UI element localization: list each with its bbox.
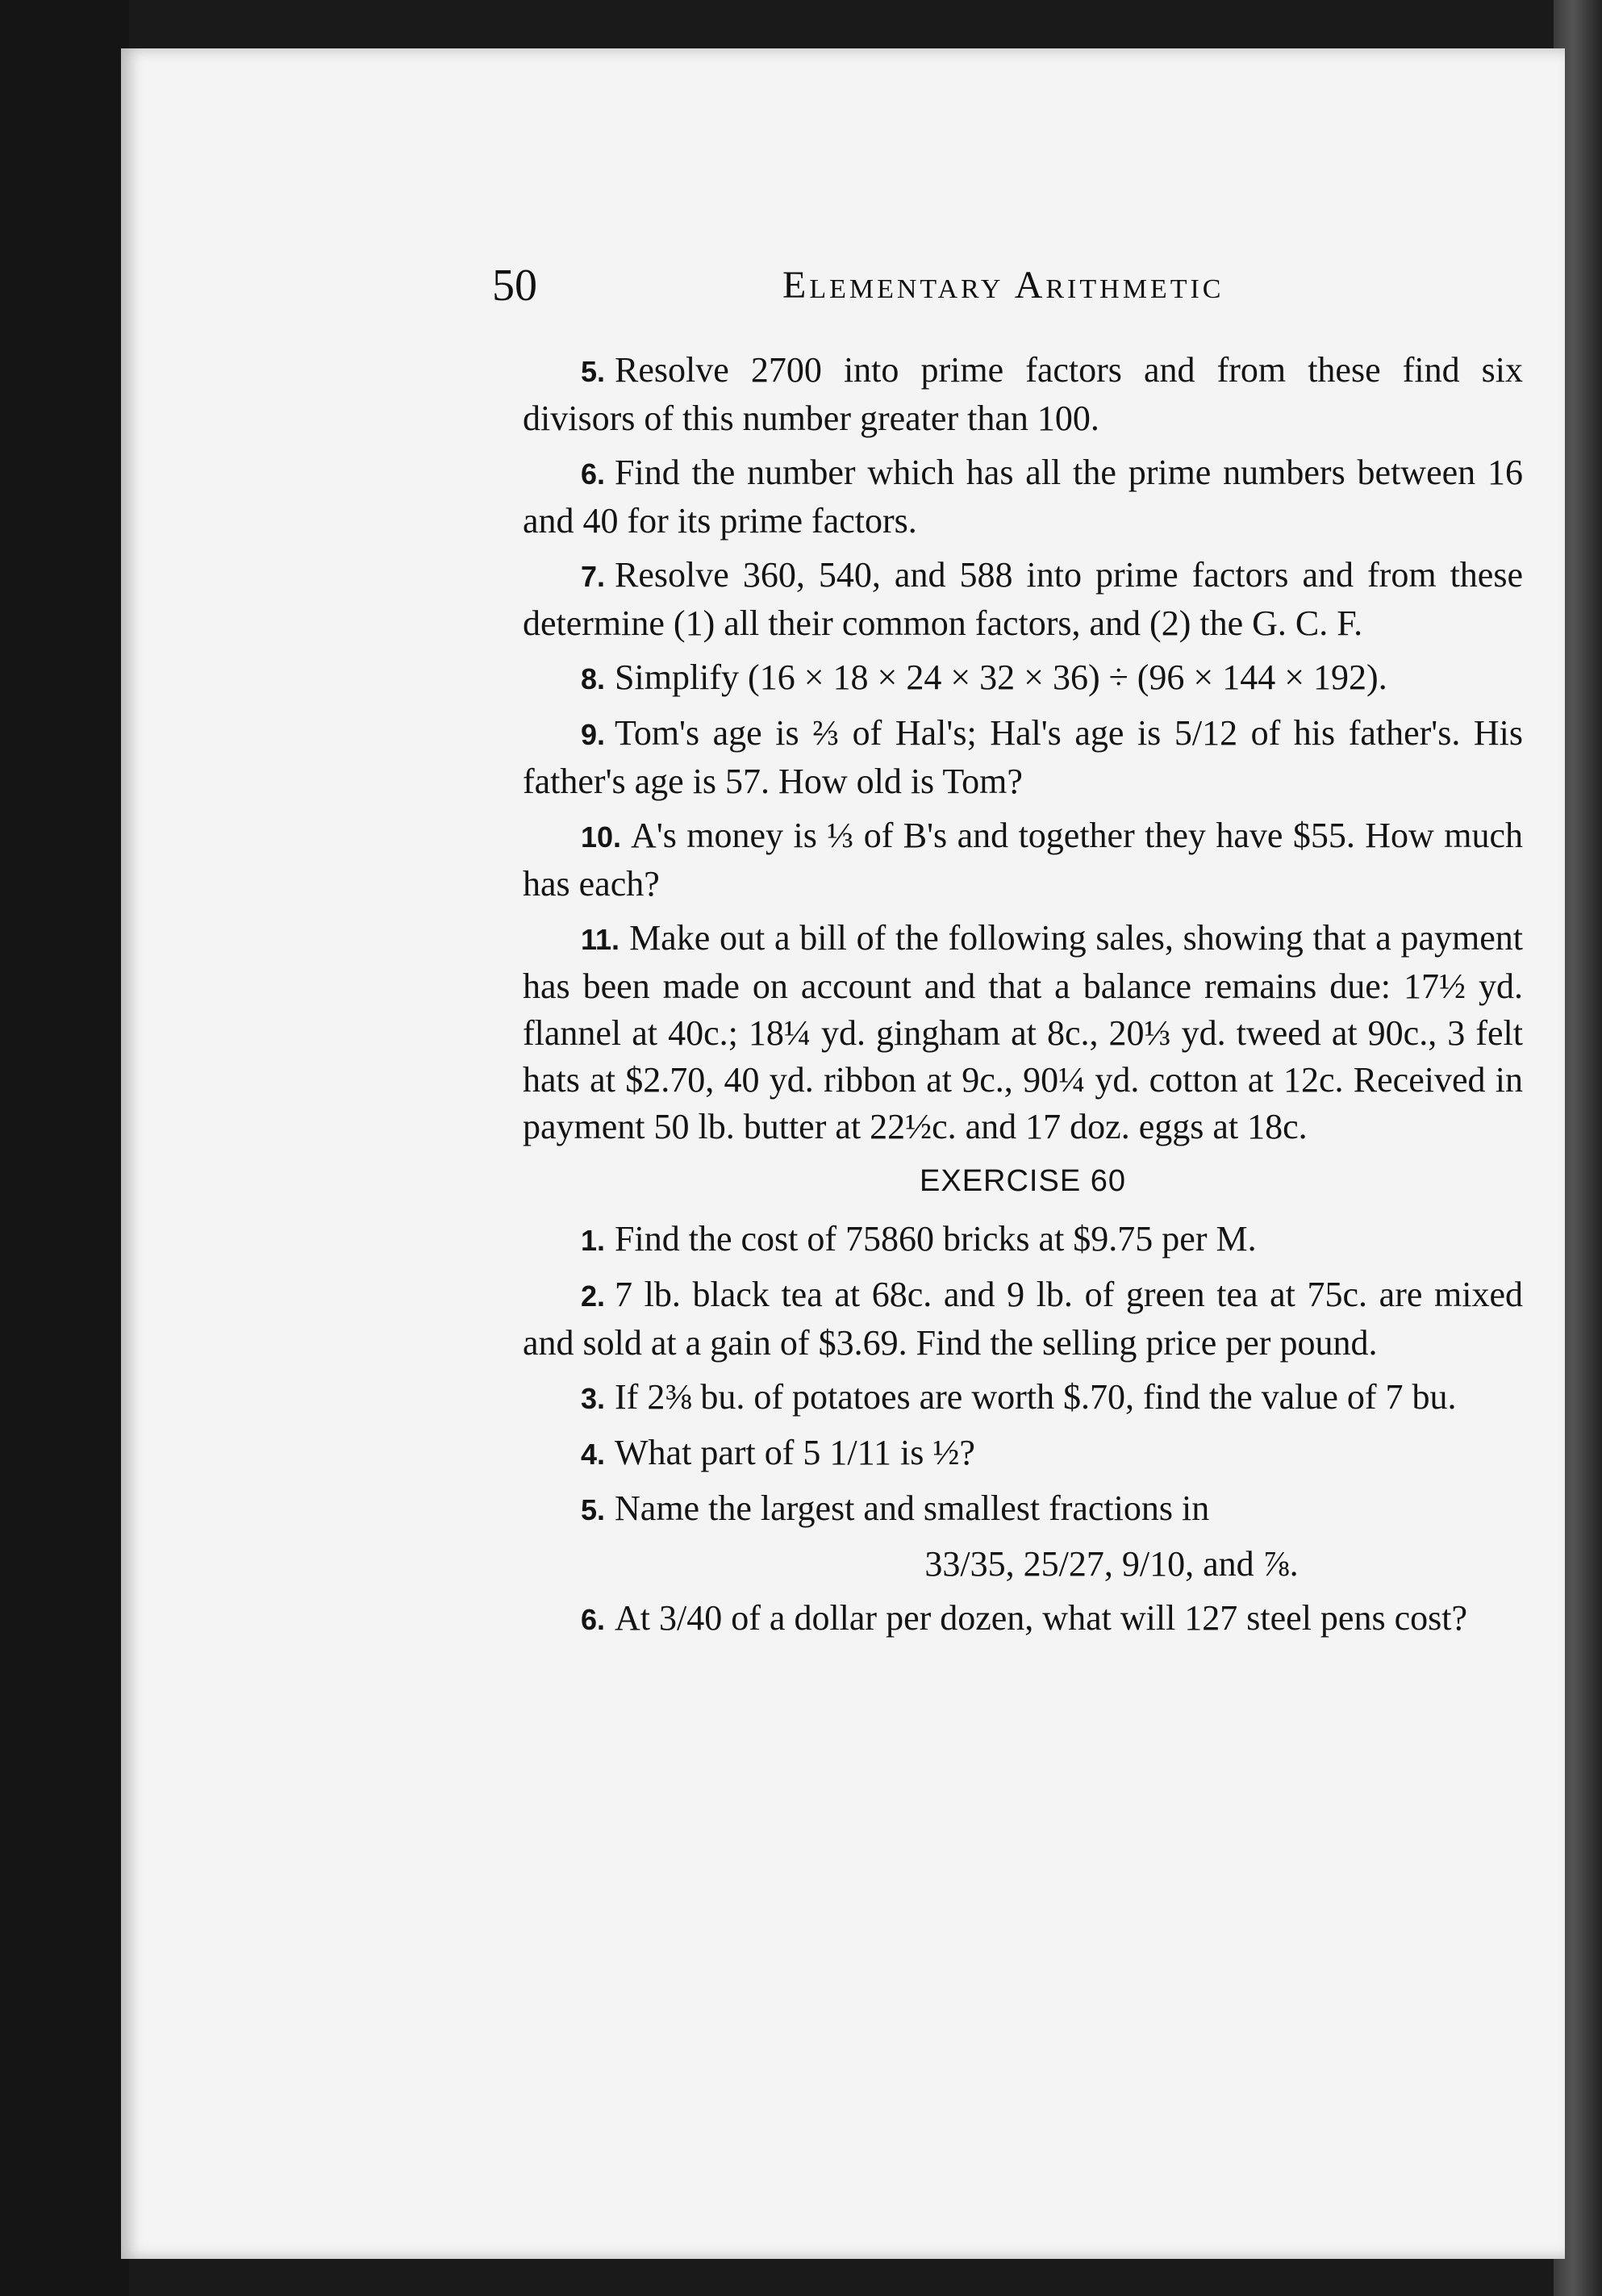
problem-number: 6.	[581, 1603, 606, 1636]
exercise-problem-1	[523, 1216, 1523, 1264]
problem-number: 7.	[581, 560, 606, 593]
problem-number: 3.	[581, 1382, 606, 1415]
problem-number: 11.	[581, 923, 620, 956]
problem-10	[523, 812, 1523, 908]
problem-number: 6.	[581, 457, 606, 491]
problem-text: Find the cost of 75860 bricks at $9.75 per M.	[615, 1219, 1257, 1259]
problem-number: 10.	[581, 820, 622, 854]
problem-text: Name the largest and smallest fractions in	[615, 1488, 1210, 1528]
scan-background-left	[0, 0, 129, 2296]
problem-text: 7 lb. black tea at 68c. and 9 lb. of green tea at 75c. are mixed and sold at a gain of $3.69. Find the selling price per pound.	[523, 1275, 1523, 1363]
problem-text: At 3/40 of a dollar per dozen, what will 127 steel pens cost?	[615, 1598, 1467, 1638]
problem-number: 5.	[581, 1493, 606, 1526]
problem-6	[523, 449, 1523, 545]
problem-number: 5.	[581, 355, 606, 388]
problem-text: Tom's age is ⅔ of Hal's; Hal's age is 5/12 of his father's. His father's age is 57. How old is Tom?	[523, 713, 1523, 801]
exercise-problem-2	[523, 1271, 1523, 1367]
exercise-problem-6	[523, 1595, 1523, 1643]
problem-text: What part of 5 1/11 is ½?	[615, 1433, 975, 1472]
problem-text: Make out a bill of the following sales, showing that a payment has been made on account and that a balance remains due: 17½ yd. flannel at 40c.; 18¼ yd. gingham at 8c., 20⅓ yd. tweed at 90c., 3 felt hats at $2.70, 40 yd. ribbon at 9c., 90¼ yd. cotton at 12c. Received in payment 50 lb. butter at 22½c. and 17 doz. eggs at 18c.	[523, 918, 1523, 1146]
running-title: Elementary Arithmetic	[782, 264, 1224, 307]
exercise-problem-4	[523, 1430, 1523, 1478]
exercise-problem-5	[523, 1485, 1523, 1534]
problem-11	[523, 915, 1523, 1150]
problem-number: 2.	[581, 1279, 606, 1313]
problem-number: 8.	[581, 662, 606, 695]
problem-number: 4.	[581, 1438, 606, 1471]
problem-text: Resolve 2700 into prime factors and from these find six divisors of this number greater than 100.	[523, 350, 1523, 438]
problem-number: 9.	[581, 718, 606, 751]
problem-8	[523, 654, 1523, 703]
problem-text: Simplify (16 × 18 × 24 × 32 × 36) ÷ (96 × 144 × 192).	[615, 657, 1387, 697]
problem-text: Resolve 360, 540, and 588 into prime factors and from these determine (1) all their common factors, and (2) the G. C. F.	[523, 555, 1523, 643]
exercise-problem-3	[523, 1374, 1523, 1422]
problem-text: Find the number which has all the prime numbers between 16 and 40 for its prime factors.	[523, 453, 1523, 541]
problem-text: If 2⅜ bu. of potatoes are worth $.70, find the value of 7 bu.	[615, 1377, 1457, 1417]
problem-text: A's money is ⅓ of B's and together they have $55. How much has each?	[523, 816, 1523, 904]
problem-5	[523, 347, 1523, 442]
page-number: 50	[492, 261, 537, 311]
problem-number: 1.	[581, 1224, 606, 1257]
fractions-line: 33/35, 25/27, 9/10, and ⅞.	[924, 1544, 1299, 1584]
page-content	[523, 347, 1523, 1651]
problem-7	[523, 552, 1523, 647]
exercise-heading: EXERCISE 60	[920, 1164, 1126, 1198]
page-header	[492, 260, 1533, 316]
problem-9	[523, 710, 1523, 805]
